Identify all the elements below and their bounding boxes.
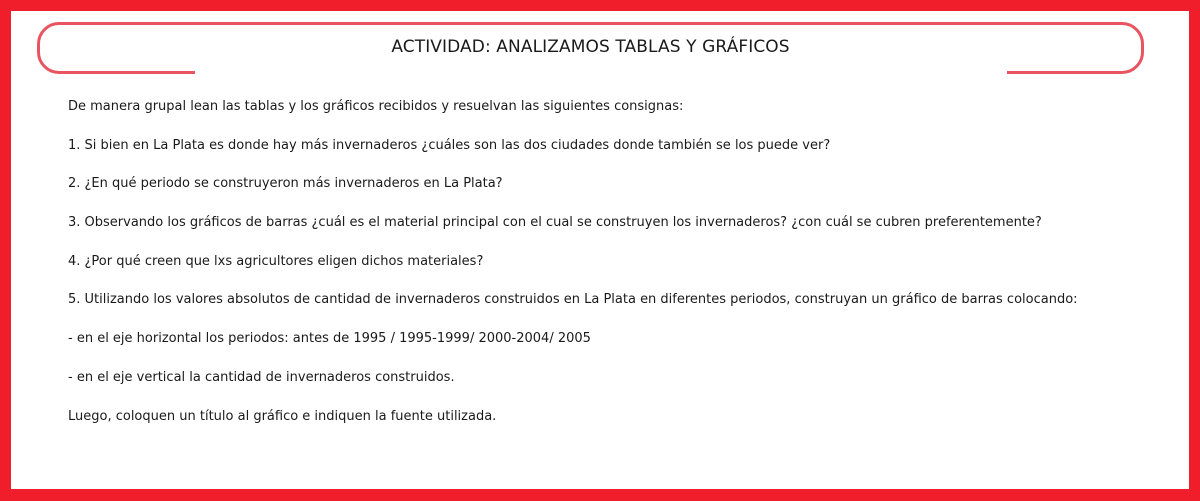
question-4: 4. ¿Por qué creen que lxs agricultores eligen dichos materiales? xyxy=(68,253,484,269)
question-2: 2. ¿En qué periodo se construyeron más invernaderos en La Plata? xyxy=(68,176,503,192)
horizontal-axis-instruction: - en el eje horizontal los periodos: antes de 1995 / 1995-1999/ 2000-2004/ 2005 xyxy=(68,331,591,347)
vertical-axis-instruction: - en el eje vertical la cantidad de invernaderos construidos. xyxy=(68,369,455,385)
intro-text: De manera grupal lean las tablas y los gráficos recibidos y resuelvan las siguientes consignas: xyxy=(68,99,684,114)
question-3: 3. Observando los gráficos de barras ¿cuál es el material principal con el cual se construyen los invernaderos? ¿con cuál se cubren preferentemente? xyxy=(68,215,1042,231)
question-5: 5. Utilizando los valores absolutos de cantidad de invernaderos construidos en La Plata en diferentes periodos, construyan un gráfico de barras colocando: xyxy=(68,292,1078,308)
activity-title: ACTIVIDAD: ANALIZAMOS TABLAS Y GRÁFICOS xyxy=(391,37,790,57)
closing-instruction: Luego, coloquen un título al gráfico e indiquen la fuente utilizada. xyxy=(68,408,497,424)
instructions xyxy=(68,96,1168,444)
question-1: 1. Si bien en La Plata es donde hay más invernaderos ¿cuáles son las dos ciudades donde también se los puede ver? xyxy=(68,137,831,153)
